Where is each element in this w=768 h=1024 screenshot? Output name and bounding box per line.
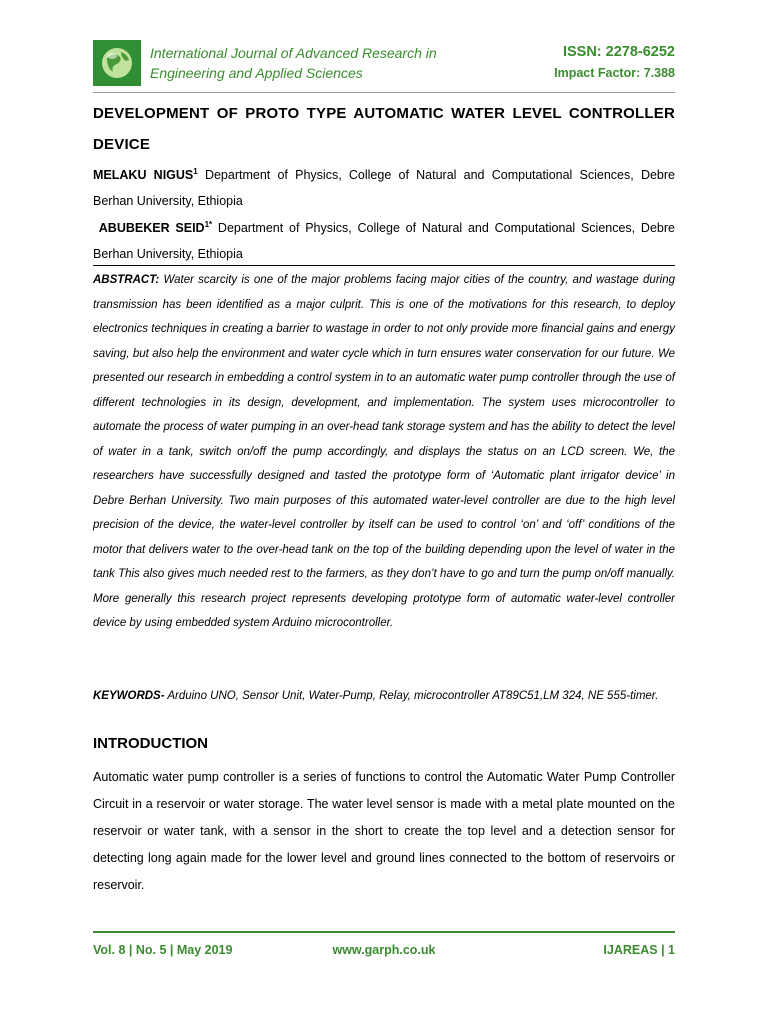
website-link[interactable]: www.garph.co.uk bbox=[332, 943, 436, 957]
globe-icon bbox=[93, 40, 141, 86]
author-2 bbox=[93, 212, 675, 267]
volume-info: Vol. 8 | No. 5 | May 2019 bbox=[93, 943, 233, 957]
author-1 bbox=[93, 159, 675, 214]
author-affiliation: Department of Physics, College of Natural and Computational Sciences, Debre Berhan University, Ethiopia bbox=[93, 168, 675, 209]
introduction-text: Automatic water pump controller is a series of functions to control the Automatic Water Pump Controller Circuit in a reservoir or water storage. The water level sensor is made with a metal plate mounted on the reservoir or water tank, with a sensor in the short to create the top level and a detection sensor for detecting long again made for the lower level and ground lines connected to the bottom of reservoirs or reservoir. bbox=[93, 770, 675, 892]
keywords bbox=[93, 685, 675, 707]
author-name: ABUBEKER $SEID^{1*}$ bbox=[98, 220, 213, 236]
journal-name-line1: International Journal of Advanced Research in bbox=[150, 45, 437, 61]
abstract-label: ABSTRACT: bbox=[93, 274, 160, 286]
abstract-divider bbox=[93, 265, 675, 266]
keywords-text: Arduino UNO, Sensor Unit, Water-Pump, Relay, microcontroller AT89C51,LM 324, NE 555-timer. bbox=[164, 690, 659, 702]
author-affiliation: Department of Physics, College of Natural and Computational Sciences, Debre Berhan University, Ethiopia bbox=[93, 221, 675, 262]
introduction-heading: INTRODUCTION bbox=[93, 735, 208, 752]
issn: ISSN: 2278-6252 bbox=[562, 44, 675, 60]
abstract-text: Water scarcity is one of the major problems facing major cities of the country, and wastage during transmission has been identified as a major culprit. This is one of the motivations for this research, to deploy electronics techniques in creating a barrier to wastage in order to not only provide more financial gains and energy saving, but also help the environment and water cycle which in turn ensures water conservation for our future. We presented our research in embedding a control system in to an automatic water pump controller through the use of different technologies in its design, development, and implementation. The system uses microcontroller to automate the process of water pumping in an over-head tank storage system and has the ability to detect the level of water in a tank, switch on/off the pump accordingly, and displays the status on an LCD screen. We, the researchers have successfully designed and tasted the prototype form of ‘Automatic plant irrigator device’ in Debre Berhan University. Two main purposes of this automated water-level controller are due to the high level precision of the device, the water-level controller by itself can be used to control ‘on’ and ‘off’ conditions of the motor that delivers water to the over-head tank on the top of the building depending upon the level of water in the tank This also gives much needed rest to the farmers, as they don’t have to go and turn the pump on/off manually. More generally this research project represents developing prototype form of automatic water-level controller device by using embedded system Arduino microcontroller. bbox=[93, 274, 675, 629]
abstract bbox=[93, 268, 675, 636]
impact-factor: Impact Factor: 7.388 bbox=[554, 66, 675, 80]
journal-name-line2: Engineering and Applied Sciences bbox=[150, 64, 363, 81]
header-divider bbox=[93, 92, 675, 93]
author-name: MELAKU NIGUS$^1$ bbox=[93, 167, 198, 183]
keywords-label: KEYWORDS- bbox=[93, 690, 165, 702]
page-number: IJAREAS | 1 bbox=[603, 943, 675, 957]
footer-divider bbox=[93, 931, 675, 933]
journal-name bbox=[150, 44, 437, 83]
journal-header bbox=[93, 40, 675, 88]
paper-title: DEVELOPMENT OF PROTO TYPE AUTOMATIC WATER LEVEL CONTROLLER DEVICE bbox=[93, 105, 675, 153]
